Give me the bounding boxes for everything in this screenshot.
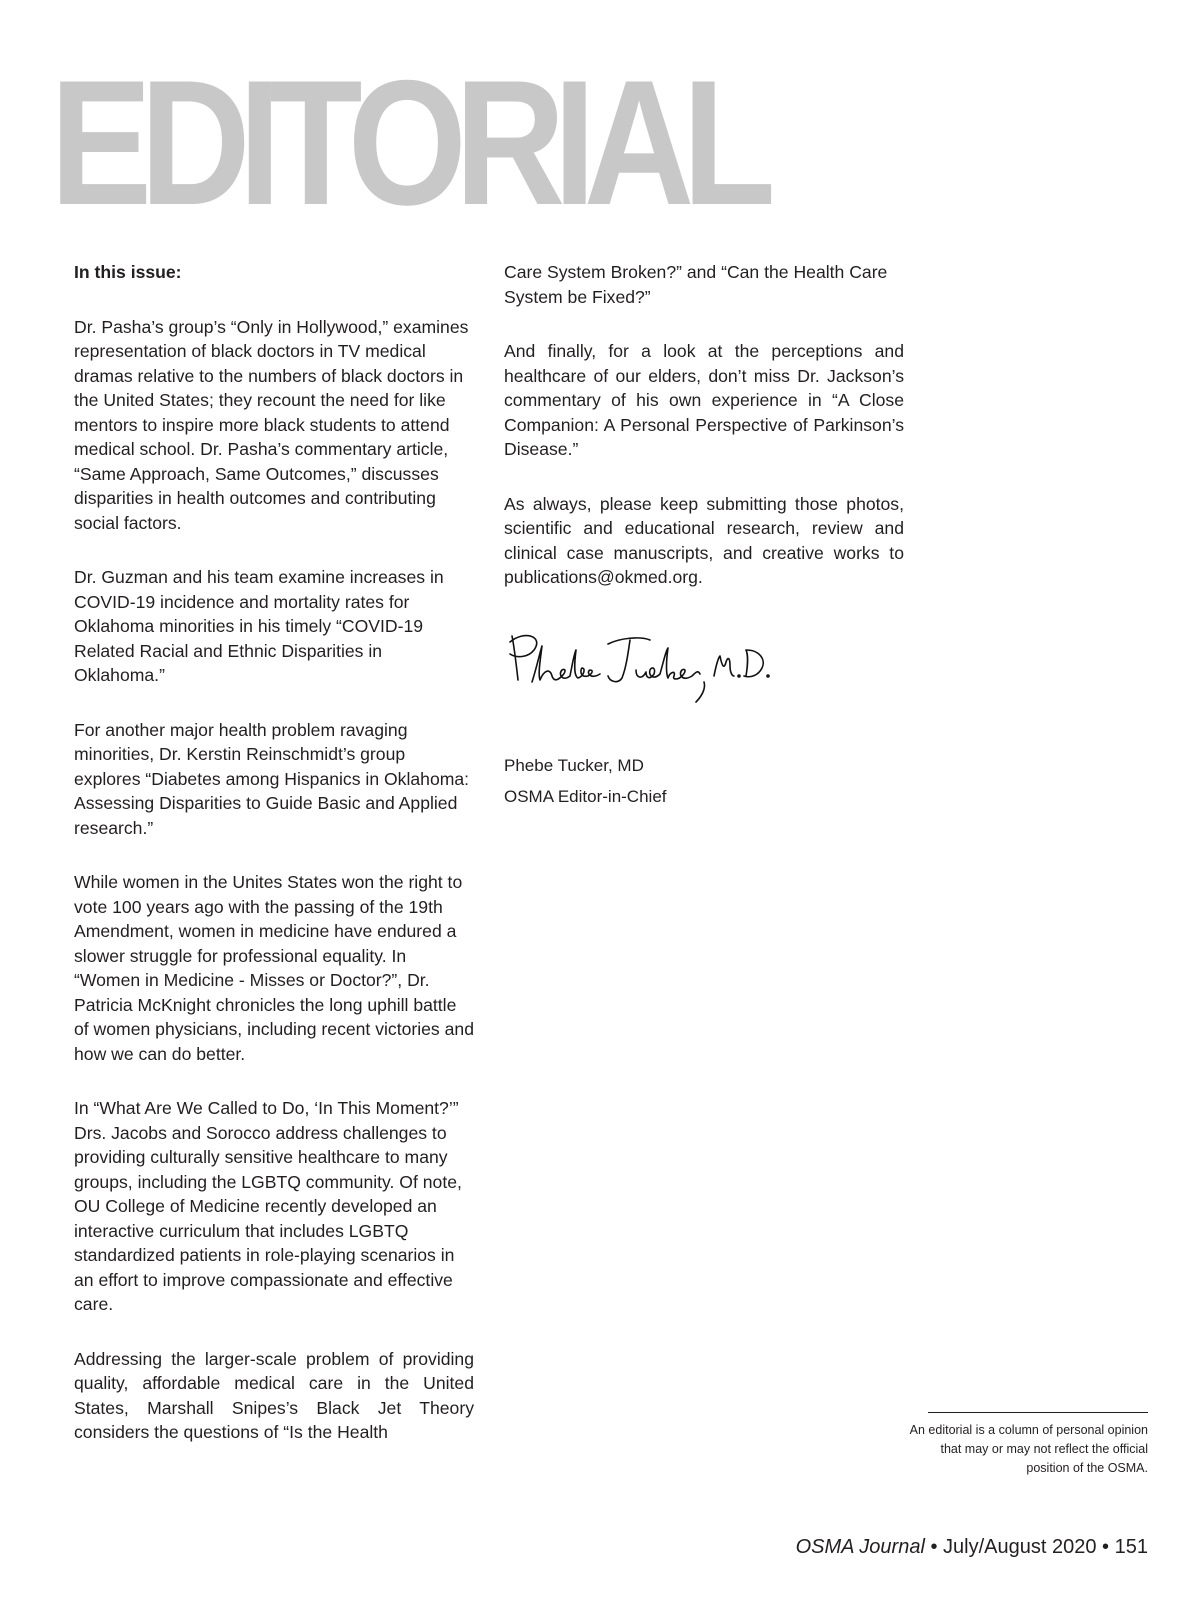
paragraph-black-jet-theory: Addressing the larger-scale problem of providing quality, affordable medical care in the United States, Marshall Snipes’s Black Jet Theory considers the questions of “Is the Health	[74, 1348, 474, 1442]
signature-image	[500, 632, 770, 712]
footer-journal-name: OSMA Journal	[795, 1536, 925, 1558]
signer-title: OSMA Editor-in-Chief	[504, 787, 667, 806]
in-this-issue-label: In this issue:	[74, 262, 182, 282]
paragraph-only-in-hollywood: Dr. Pasha’s group’s “Only in Hollywood,” examines representation of black doctors in TV medical dramas relative to the numbers of black doctors in the United States; they recount the need for like mentors to inspire more black students to attend medical school. Dr. Pasha’s commentary article, “Same Approach, Same Outcomes,” discusses disparities in health outcomes and contributing social factors.	[74, 316, 469, 533]
footer-separator: •	[930, 1536, 938, 1558]
disclaimer-divider	[928, 1412, 1148, 1413]
left-column	[74, 260, 474, 1475]
paragraph-black-jet-theory-continued: Care System Broken?” and “Can the Health Care System be Fixed?”	[504, 262, 888, 307]
paragraph-parkinsons: And finally, for a look at the perceptions and healthcare of our elders, don’t miss Dr. Jackson’s commentary of his own experience in “A Close Companion: A Personal Perspective of Parkinson’s Disease.”	[504, 341, 904, 459]
footer-page-number: 151	[1114, 1536, 1148, 1558]
signer-block	[504, 750, 667, 812]
signer-name: Phebe Tucker, MD	[504, 756, 644, 775]
page-footer	[796, 1534, 1148, 1560]
footer-separator: •	[1102, 1536, 1110, 1558]
editorial-disclaimer: An editorial is a column of personal opinion that may or may not reflect the official position of the OSMA.	[909, 1423, 1148, 1475]
paragraph-submissions: As always, please keep submitting those photos, scientific and educational research, review and clinical case manuscripts, and creative works to publications@okmed.org.	[504, 493, 904, 587]
editorial-masthead: EDITORIAL	[50, 43, 764, 242]
right-column	[504, 260, 904, 620]
paragraph-diabetes-hispanics: For another major health problem ravaging minorities, Dr. Kerstin Reinschmidt’s group explores “Diabetes among Hispanics in Oklahoma: Assessing Disparities to Guide Basic and Applied research.”	[74, 719, 470, 838]
paragraph-covid-disparities: Dr. Guzman and his team examine increases in COVID-19 incidence and mortality rates for Oklahoma minorities in his timely “COVID-19 Related Racial and Ethnic Disparities in Oklahoma.”	[74, 567, 444, 685]
footer-issue: July/August 2020	[943, 1536, 1097, 1558]
paragraph-called-to-do: In “What Are We Called to Do, ‘In This Moment?’” Drs. Jacobs and Sorocco address challenges to providing culturally sensitive healthcare to many groups, including the LGBTQ community. Of note, OU College of Medicine recently developed an interactive curriculum that includes LGBTQ standardized patients in role-playing scenarios in an effort to improve compassionate and effective care.	[74, 1098, 462, 1314]
paragraph-women-in-medicine: While women in the Unites States won the right to vote 100 years ago with the passing of the 19th Amendment, women in medicine have endured a slower struggle for professional equality. In “Women in Medicine - Misses or Doctor?”, Dr. Patricia McKnight chronicles the long uphill battle of women physicians, including recent victories and how we can do better.	[74, 872, 474, 1064]
